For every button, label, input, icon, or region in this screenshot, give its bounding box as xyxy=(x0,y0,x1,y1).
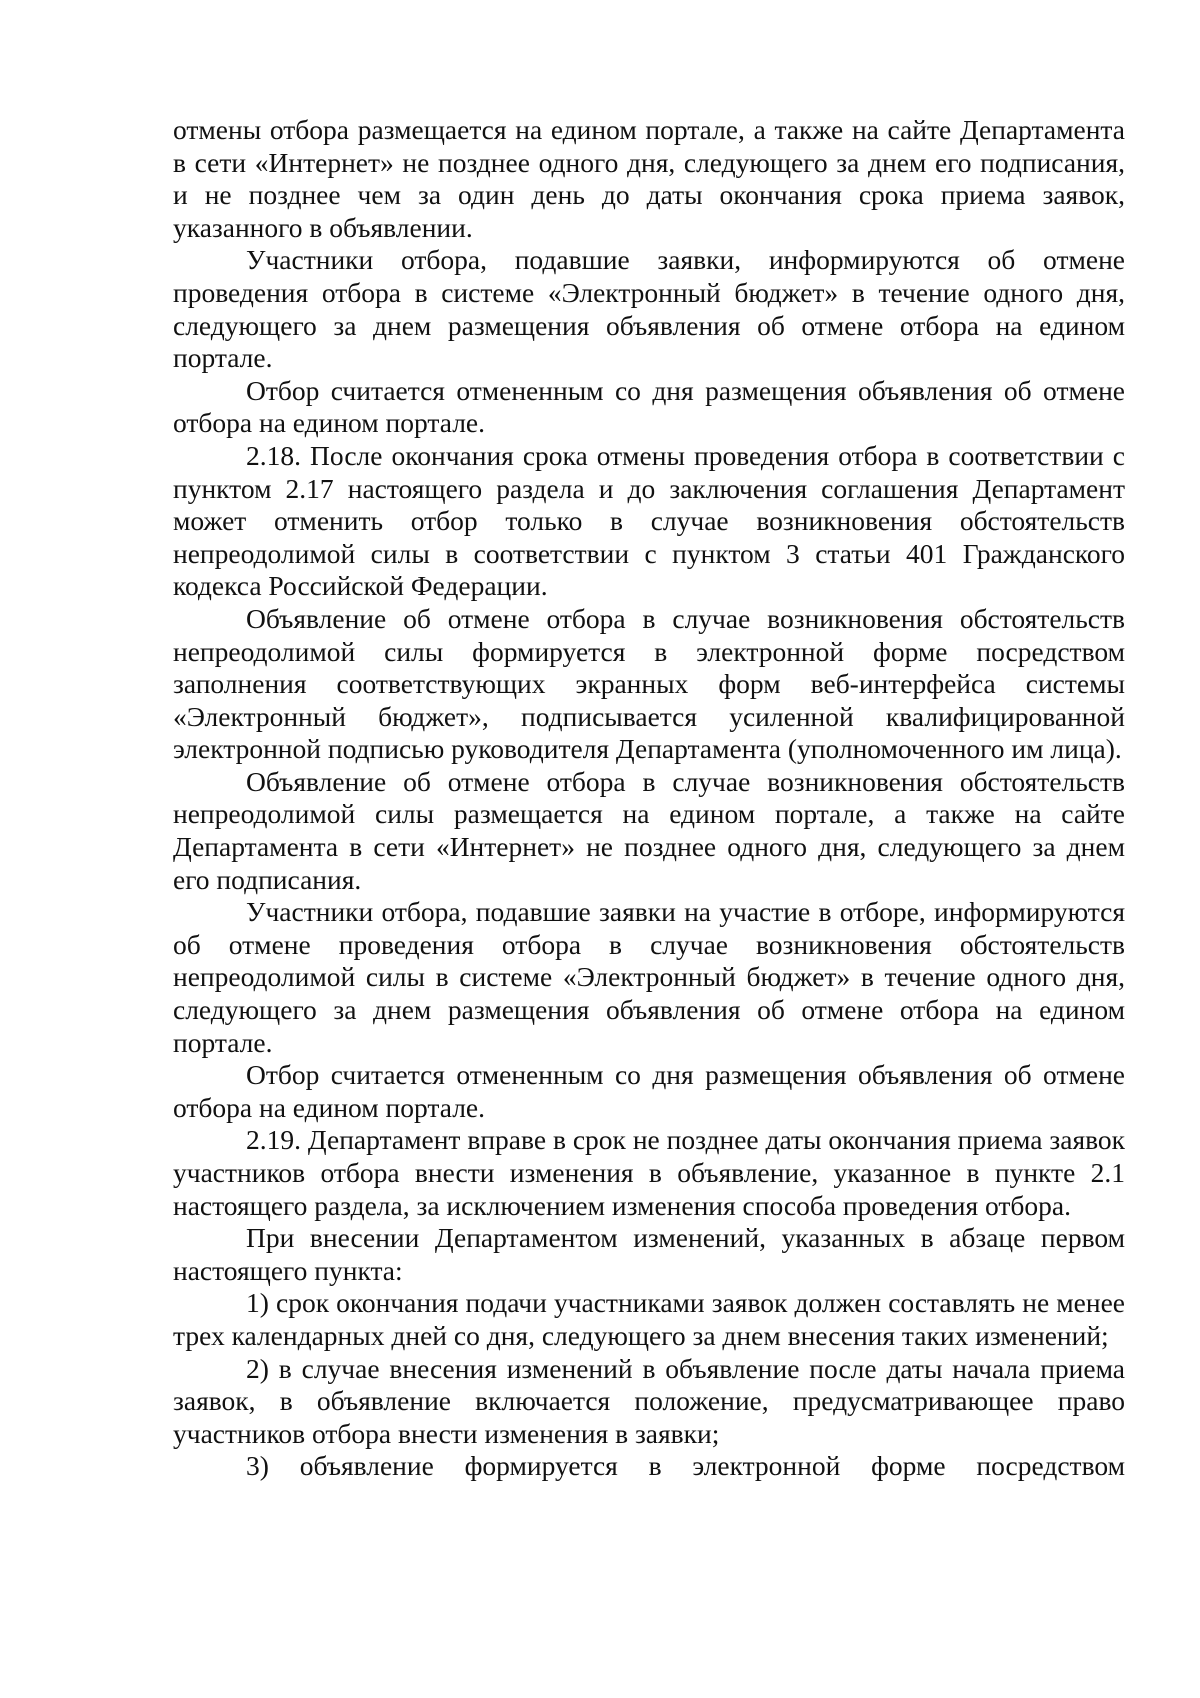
paragraph-force-majeure-publication: Объявление об отмене отбора в случае возникновения обстоятельств непреодолимой силы размещается на едином портале, а также на сайте Департамента в сети «Интернет» не позднее одного дня, следующего за днем его подписания. xyxy=(173,765,1125,895)
document-body xyxy=(173,114,1125,1483)
paragraph-selection-cancelled-2: Отбор считается отмененным со дня размещения объявления об отмене отбора на едином портале. xyxy=(173,1059,1125,1123)
paragraph-force-majeure-participants: Участники отбора, подавшие заявки на участие в отборе, информируются об отмене проведения отбора в случае возникновения обстоятельств непреодолимой силы в системе «Электронный бюджет» в течение одного дня, следующего за днем размещения объявления об отмене отбора на едином портале. xyxy=(173,896,1125,1058)
list-item-3: 3) объявление формируется в электронной форме посредством xyxy=(246,1450,1125,1482)
paragraph-selection-cancelled: Отбор считается отмененным со дня размещения объявления об отмене отбора на едином портале. xyxy=(173,374,1125,439)
paragraph-force-majeure-notice: Объявление об отмене отбора в случае возникновения обстоятельств непреодолимой силы формируется в электронной форме посредством заполнения соответствующих экранных форм веб-интерфейса системы «Электронный бюджет», подписывается усиленной квалифицированной электронной подписью руководителя Департамента (уполномоченного им лица). xyxy=(173,602,1125,765)
paragraph-cancellation-publication: отмены отбора размещается на едином портале, а также на сайте Департамента в сети «Интернет» не позднее одного дня, следующего за днем его подписания, и не позднее чем за один день до даты окончания срока приема заявок, указанного в объявлении. xyxy=(173,114,1125,243)
paragraph-participants-informed: Участники отбора, подавшие заявки, информируются об отмене проведения отбора в системе «Электронный бюджет» в течение одного дня, следующего за днем размещения объявления об отмене отбора на едином портале. xyxy=(173,244,1125,374)
paragraph-changes-intro: При внесении Департаментом изменений, указанных в абзаце первом настоящего пункта: xyxy=(173,1222,1125,1286)
paragraph-section-2-18: 2.18. После окончания срока отмены проведения отбора в соответствии с пунктом 2.17 настоящего раздела и до заключения соглашения Департамент может отменить отбор только в случае возникновения обстоятельств непреодолимой силы в соответствии с пунктом 3 статьи 401 Гражданского кодекса Российской Федерации. xyxy=(173,439,1125,602)
list-item-1: 1) срок окончания подачи участниками заявок должен составлять не менее трех календарных дней со дня, следующего за днем внесения таких изменений; xyxy=(173,1287,1125,1351)
paragraph-section-2-19: 2.19. Департамент вправе в срок не позднее даты окончания приема заявок участников отбора внести изменения в объявление, указанное в пункте 2.1 настоящего раздела, за исключением изменения способа проведения отбора. xyxy=(173,1124,1125,1221)
list-item-2: 2) в случае внесения изменений в объявление после даты начала приема заявок, в объявление включается положение, предусматривающее право участников отбора внести изменения в заявки; xyxy=(173,1352,1125,1449)
